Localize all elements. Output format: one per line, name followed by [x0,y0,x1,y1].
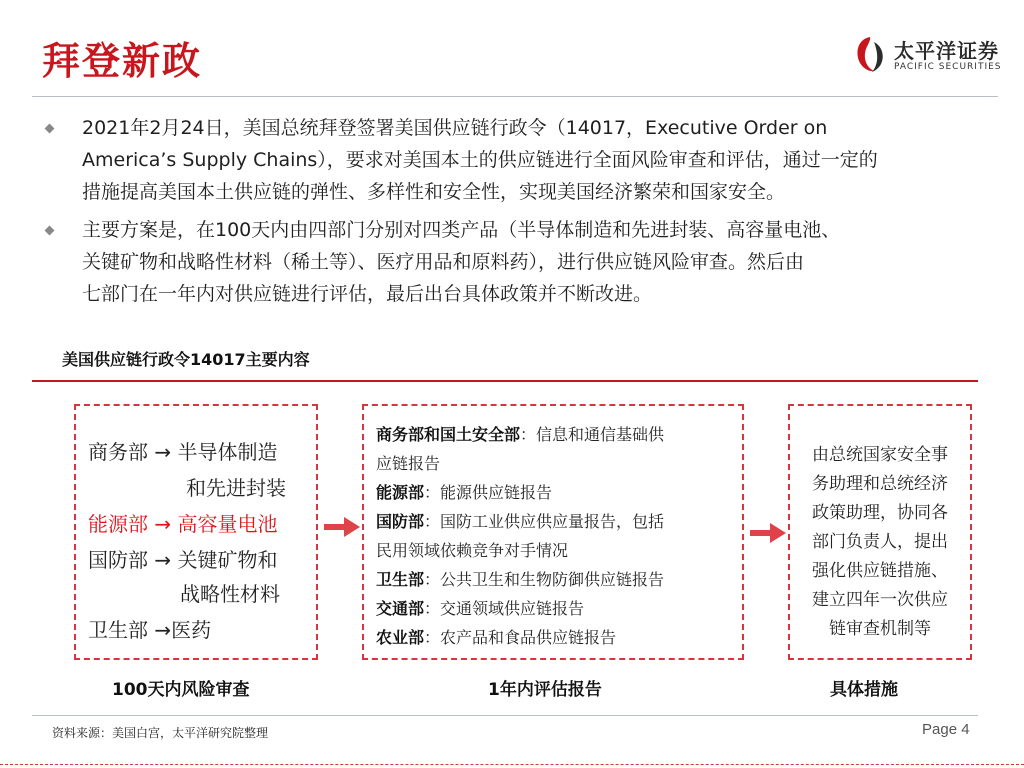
logo-english-name: PACIFIC SECURITIES [894,62,1002,72]
logo-chinese-name: 太平洋证券 [894,39,999,63]
diamond-bullet-icon [45,226,55,236]
box2-line: 农业部：农产品和食品供应链报告 [376,628,617,647]
caption-risk-review: 100天内风险审查 [112,680,250,700]
bullet-list [42,112,982,316]
bullet-line: 主要方案是，在100天内由四部门分别对四类产品（半导体制造和先进封装、高容量电池、 [82,219,841,241]
box3-line: 务助理和总统经济 [812,474,948,494]
bullet-line: 七部门在一年内对供应链进行评估，最后出台具体政策并不断改进。 [82,283,653,305]
box2-line: 交通部：交通领域供应链报告 [376,599,585,618]
box2-line: 民用领域依赖竞争对手情况 [376,541,569,560]
box2-line: 商务部和国土安全部：信息和通信基础供 [376,425,665,444]
header-divider [32,96,998,97]
box3-line: 由总统国家安全事 [812,445,948,465]
figure-title: 美国供应链行政令14017主要内容 [62,350,310,369]
risk-review-box [74,404,318,660]
box1-line-highlight: 能源部 → 高容量电池 [88,512,278,536]
box2-line: 应链报告 [376,454,441,473]
arrow-right-icon [324,517,360,537]
box1-line: 和先进封装 [186,476,286,500]
measures-box [788,404,972,660]
bottom-dashed-rule [0,764,1024,765]
figure-title-rule [32,380,978,382]
arrow-right-icon [750,523,786,543]
assessment-report-box [362,404,744,660]
box2-line: 卫生部：公共卫生和生物防御供应链报告 [376,570,665,589]
box3-line: 政策助理，协同各 [812,503,948,523]
bullet-line: 2021年2月24日，美国总统拜登签署美国供应链行政令（14017，Executive Order on [82,117,828,139]
box2-line: 国防部：国防工业供应供应量报告，包括 [376,512,665,531]
box3-line: 链审查机制等 [829,619,931,639]
box1-line: 卫生部 →医药 [88,618,212,642]
box1-line: 战略性材料 [180,582,280,606]
box3-line: 建立四年一次供应 [812,590,948,610]
brand-logo [852,32,1002,80]
box1-line: 国防部 → 关键矿物和 [88,548,278,572]
bullet-item [42,214,982,310]
box3-line: 强化供应链措施、 [812,561,948,581]
page-number: Page 4 [922,721,970,738]
footer-divider [32,715,978,716]
page-title: 拜登新政 [42,38,203,83]
source-note: 资料来源：美国白宫，太平洋研究院整理 [52,726,269,740]
box1-line: 商务部 → 半导体制造 [88,440,278,464]
box2-line: 能源部：能源供应链报告 [376,483,553,502]
caption-measures: 具体措施 [830,680,898,700]
pacific-securities-logo-icon [852,34,888,74]
bullet-line: America’s Supply Chains），要求对美国本土的供应链进行全面风险审查和评估，通过一定的 [82,149,878,171]
bullet-item [42,112,982,208]
diamond-bullet-icon [45,124,55,134]
caption-assessment: 1年内评估报告 [488,680,602,700]
box3-line: 部门负责人，提出 [812,532,948,552]
bullet-line: 措施提高美国本土供应链的弹性、多样性和安全性，实现美国经济繁荣和国家安全。 [82,181,786,203]
bullet-line: 关键矿物和战略性材料（稀土等）、医疗用品和原料药），进行供应链风险审查。然后由 [82,251,805,273]
